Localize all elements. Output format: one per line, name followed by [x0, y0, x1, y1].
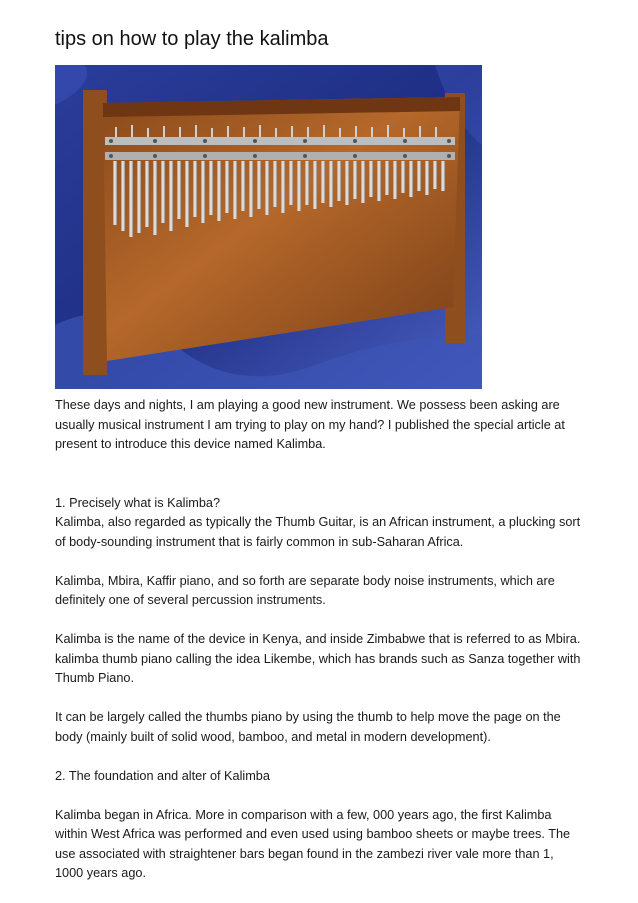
- section1-paragraph-3: Kalimba is the name of the device in Kenya, and inside Zimbabwe that is referred to as Mbira. kalimba thumb piano calling the idea Likembe, which has brands such as Sanza together with Thumb Piano.: [55, 632, 581, 685]
- section1-paragraph-2: Kalimba, Mbira, Kaffir piano, and so forth are separate body noise instruments, which are definitely one of several percussion instruments.: [55, 573, 555, 607]
- section2-heading: 2. The foundation and alter of Kalimba: [55, 768, 270, 783]
- article-body: [55, 396, 585, 884]
- section1-heading: 1. Precisely what is Kalimba?: [55, 495, 221, 510]
- section2-paragraph-1: Kalimba began in Africa. More in comparison with a few, 000 years ago, the first Kalimba within West Africa was performed and even used using bamboo sheets or maybe trees. The use associated with straightener bars began found in the zambezi river vale more than 1, 1000 years ago.: [55, 807, 571, 880]
- kalimba-photo: [55, 65, 482, 389]
- page-title: tips on how to play the kalimba: [55, 28, 329, 50]
- intro-paragraph: These days and nights, I am playing a good new instrument. We possess been asking are usually musical instrument I am trying to play on my hand? I published the special article at present to introduce this device named Kalimba.: [55, 398, 565, 451]
- section1-paragraph-1: Kalimba, also regarded as typically the Thumb Guitar, is an African instrument, a plucking sort of body-sounding instrument that is fairly common in sub-Saharan Africa.: [55, 515, 581, 549]
- section1-paragraph-4: It can be largely called the thumbs piano by using the thumb to help move the page on the body (mainly built of solid wood, bamboo, and metal in modern development).: [55, 710, 561, 744]
